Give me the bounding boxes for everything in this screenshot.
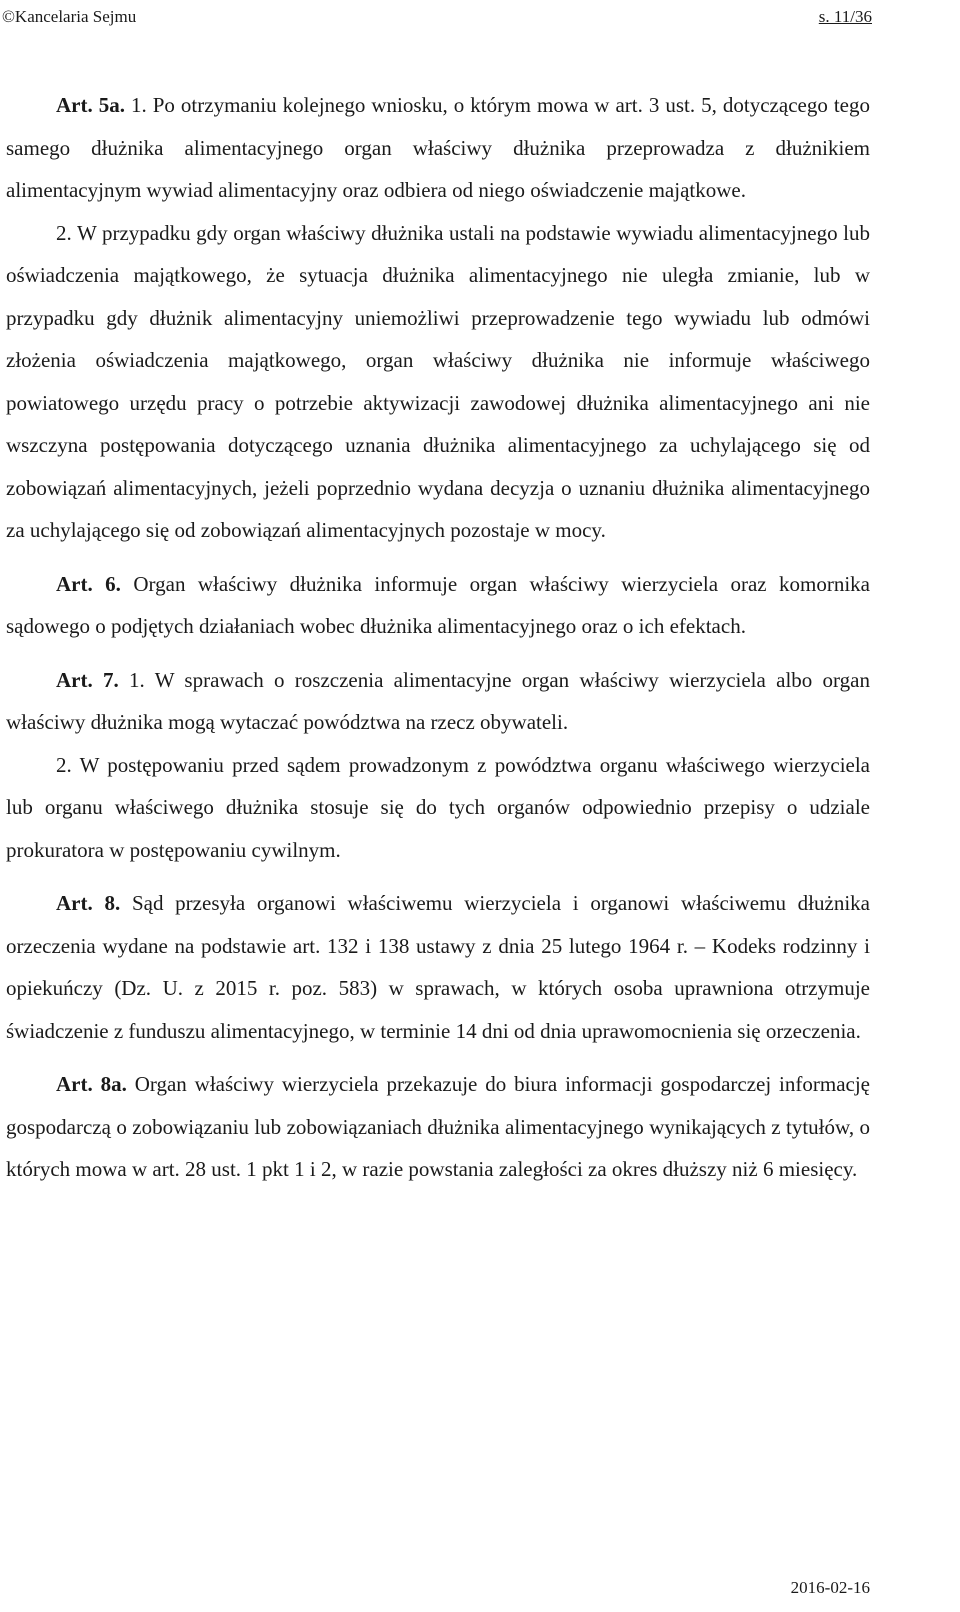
paragraph-text: 2. W przypadku gdy organ właściwy dłużnika ustali na podstawie wywiadu alimentacyjnego lub oświadczenia majątkowego, że sytuacja dłużnika alimentacyjnego nie uległa zmianie, lub w przypadku gdy dłużnik alimentacyjny uniemożliwi przeprowadzenie tego wywiadu lub odmówi złożenia oświadczenia majątkowego, organ właściwy dłużnika nie informuje właściwego powiatowego urzędu pracy o potrzebie aktywizacji zawodowej dłużnika alimentacyjnego ani nie wszczyna postępowania dotyczącego uznania dłużnika alimentacyjnego za uchylającego się od zobowiązań alimentacyjnych, jeżeli poprzednio wydana decyzja o uznaniu dłużnika alimentacyjnego za uchylającego się od zobowiązań alimentacyjnych pozostaje w mocy. [6, 220, 870, 542]
paragraph-art-7-1 [6, 659, 870, 744]
paragraph-text: 2. W postępowaniu przed sądem prowadzonym z powództwa organu właściwego wierzyciela lub organu właściwego dłużnika stosuje się do tych organów odpowiednio przepisy o udziale prokuratora w postępowaniu cywilnym. [6, 752, 870, 862]
paragraph-art-7-2 [6, 744, 870, 872]
paragraph-text: Sąd przesyła organowi właściwemu wierzyciela i organowi właściwemu dłużnika orzeczenia wydane na podstawie art. 132 i 138 ustawy z dnia 25 lutego 1964 r. – Kodeks rodzinny i opiekuńczy (Dz. U. z 2015 r. poz. 583) w sprawach, w których osoba uprawniona otrzymuje świadczenie z funduszu alimentacyjnego, w terminie 14 dni od dnia uprawomocnienia się orzeczenia. [6, 891, 870, 1043]
paragraph-art-8 [6, 882, 870, 1052]
publisher-label: ©Kancelaria Sejmu [2, 7, 137, 26]
paragraph-art-6 [6, 563, 870, 648]
page-number: s. 11/36 [818, 7, 872, 26]
paragraph-art-5a-2 [6, 212, 870, 552]
paragraph-text: Organ właściwy wierzyciela przekazuje do biura informacji gospodarczej informację gospodarczą o zobowiązaniu lub zobowiązaniach dłużnika alimentacyjnego wynikających z tytułów, o których mowa w art. 28 ust. 1 pkt 1 i 2, w razie powstania zaległości za okres dłuższy niż 6 miesięcy. [6, 1072, 870, 1181]
article-label: Art. 8. [56, 891, 121, 915]
paragraph-text: Organ właściwy dłużnika informuje organ właściwy wierzyciela oraz komornika sądowego o podjętych działaniach wobec dłużnika alimentacyjnego oraz o ich efektach. [6, 571, 870, 638]
article-label: Art. 6. [56, 571, 121, 596]
paragraph-text: 1. W sprawach o roszczenia alimentacyjne organ właściwy wierzyciela albo organ właściwy dłużnika mogą wytaczać powództwa na rzecz obywateli. [6, 667, 870, 734]
article-label: Art. 7. [56, 667, 119, 692]
article-label: Art. 8a. [56, 1072, 127, 1096]
article-label: Art. 5a. [56, 93, 125, 117]
page-header [0, 6, 872, 28]
paragraph-art-5a-1 [6, 84, 870, 212]
document-date: 2016-02-16 [790, 1578, 870, 1597]
document-body [6, 84, 870, 1191]
paragraph-art-8a [6, 1063, 870, 1191]
paragraph-text: 1. Po otrzymaniu kolejnego wniosku, o którym mowa w art. 3 ust. 5, dotyczącego tego samego dłużnika alimentacyjnego organ właściwy dłużnika przeprowadza z dłużnikiem alimentacyjnym wywiad alimentacyjny oraz odbiera od niego oświadczenie majątkowe. [6, 93, 870, 202]
